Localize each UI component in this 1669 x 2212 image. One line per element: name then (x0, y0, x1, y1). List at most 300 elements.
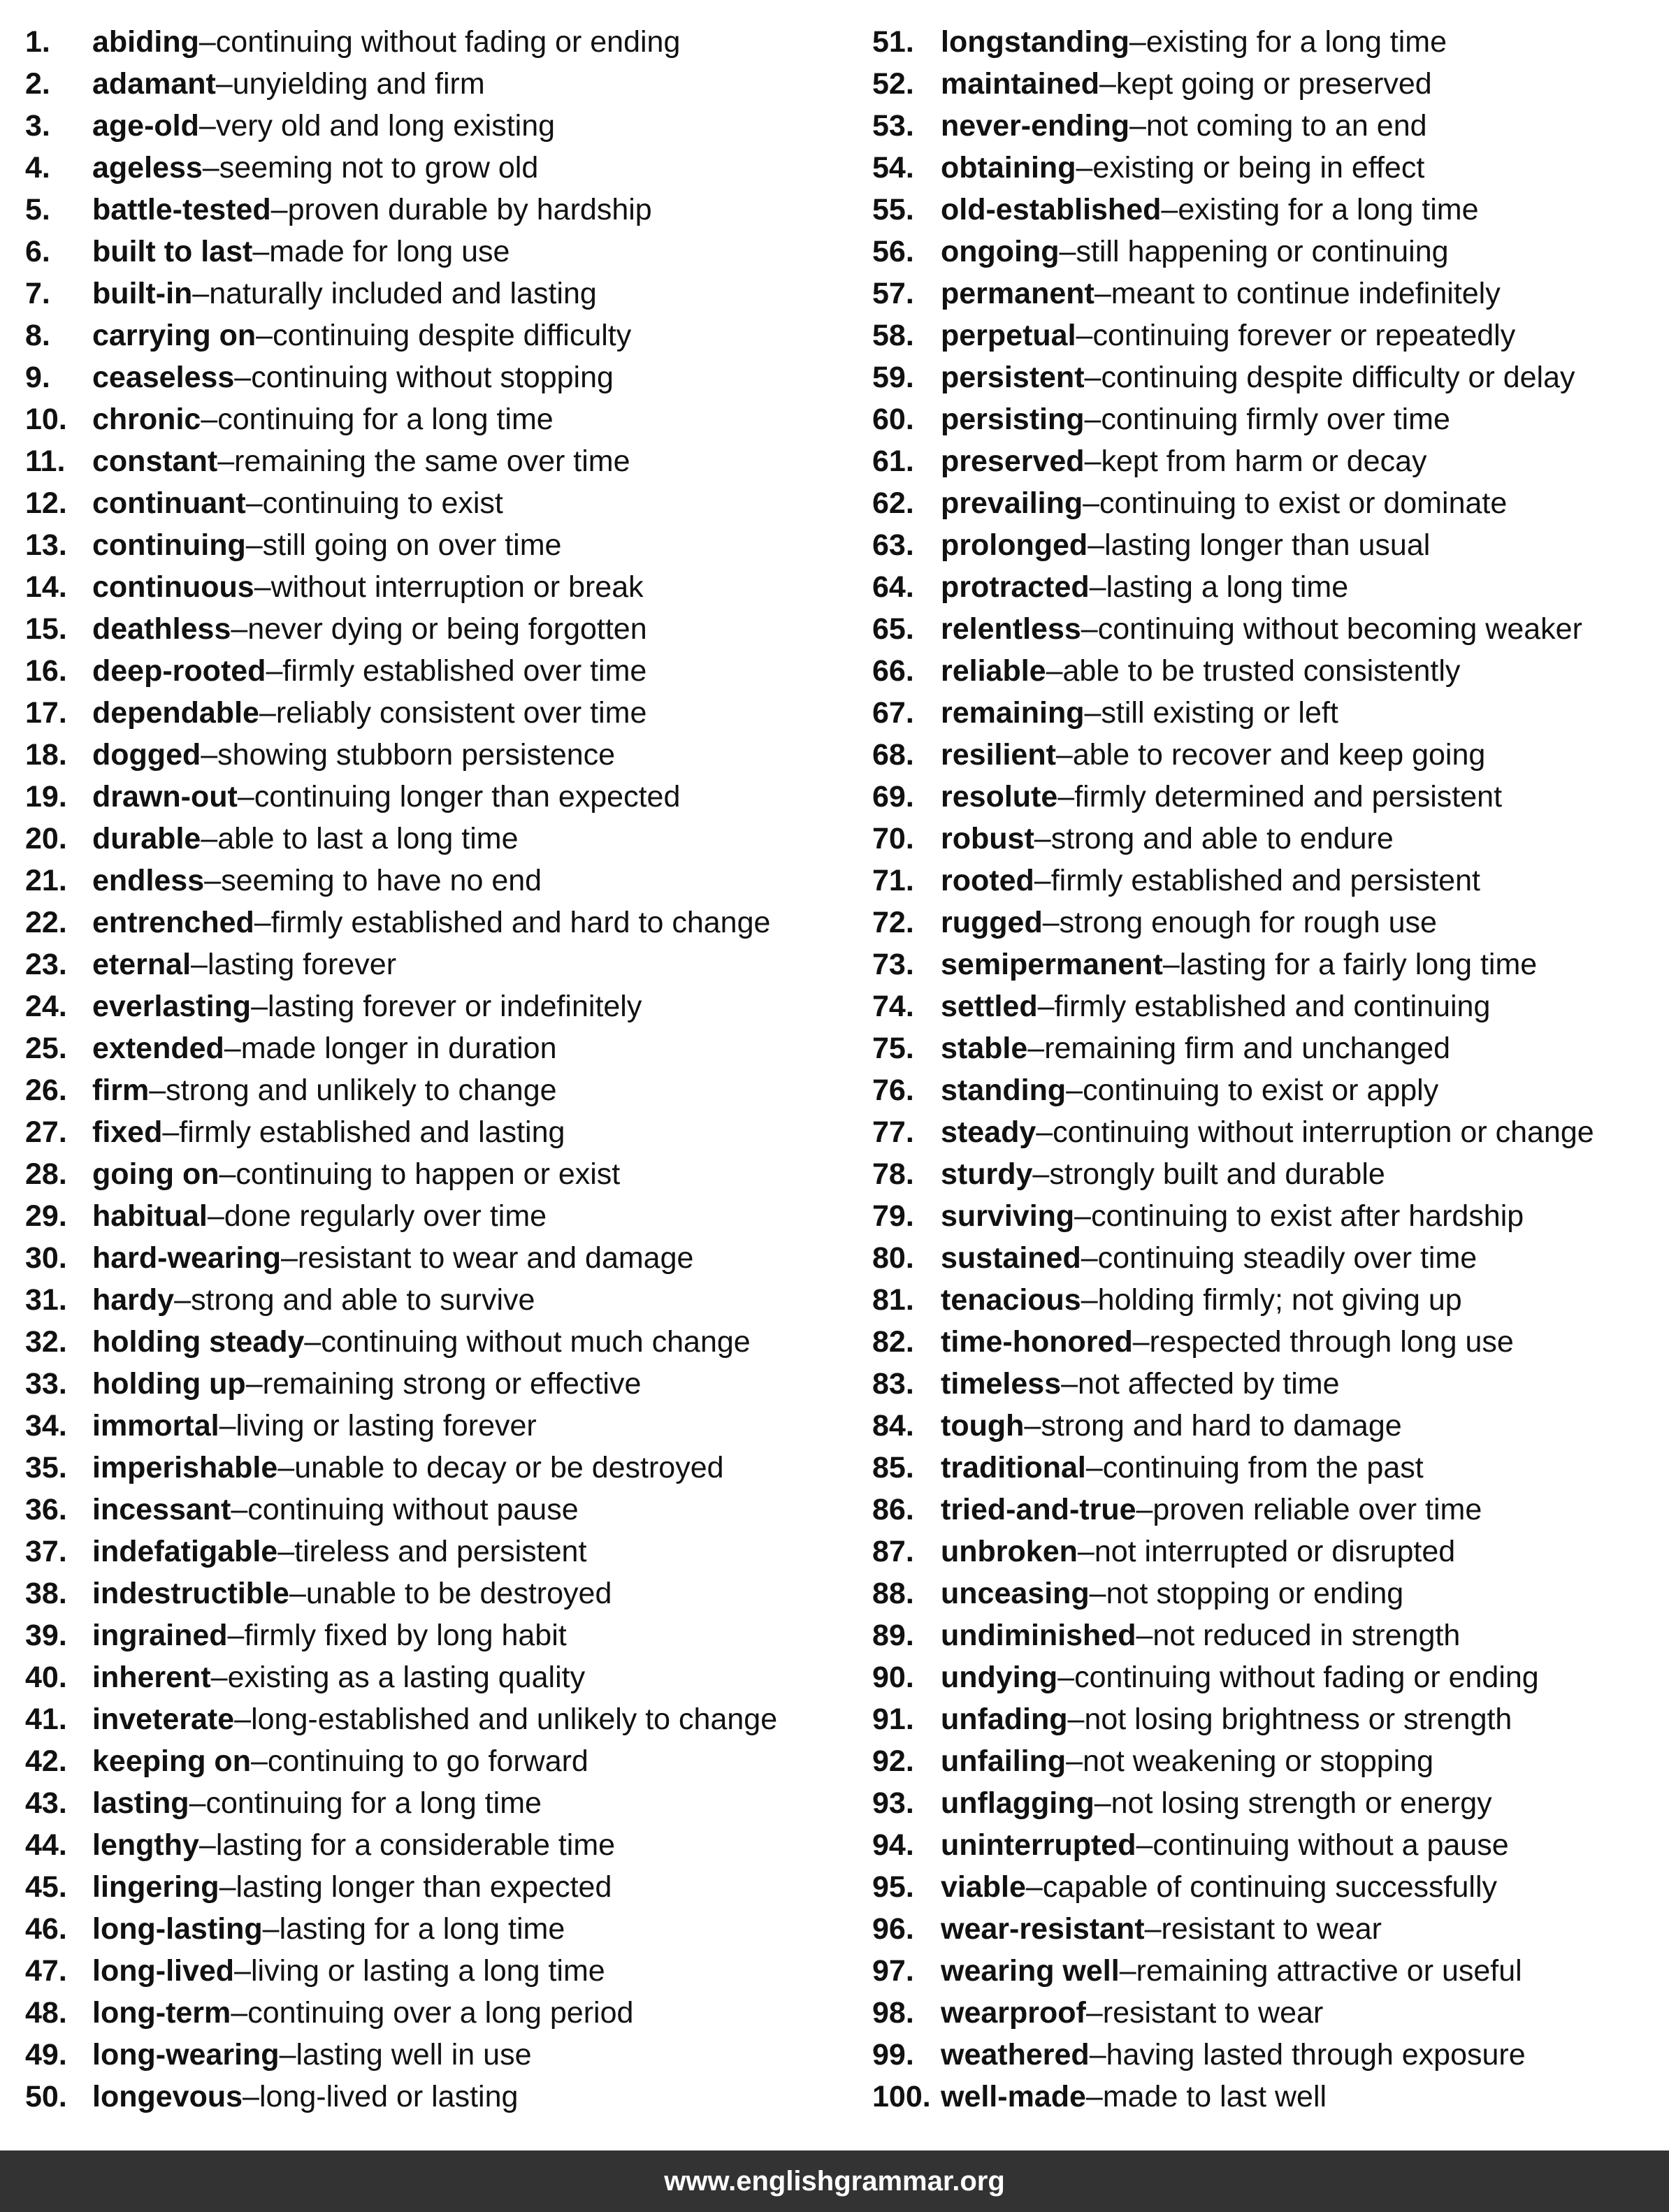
item-definition: living or lasting forever (236, 1408, 537, 1443)
item-separator: – (270, 192, 288, 226)
item-separator: – (1136, 1618, 1153, 1652)
item-definition: not coming to an end (1146, 108, 1427, 143)
item-word: never-ending (941, 108, 1129, 143)
item-definition: continuing without becoming weaker (1097, 612, 1582, 646)
item-definition: lasting longer than expected (236, 1870, 612, 1904)
item-number: 40. (25, 1660, 67, 1694)
item-separator: – (215, 66, 233, 101)
item-definition: lasting for a long time (279, 1911, 565, 1946)
item-number: 2. (25, 66, 50, 101)
list-item (872, 440, 1654, 482)
item-number: 68. (872, 737, 914, 772)
item-number: 32. (25, 1324, 67, 1359)
item-word: inveterate (92, 1702, 235, 1736)
item-number: 95. (872, 1870, 914, 1904)
list-item (25, 776, 872, 818)
item-separator: – (1162, 947, 1180, 981)
item-definition: continuing longer than expected (254, 779, 681, 814)
list-item (872, 1908, 1654, 1950)
item-separator: – (1084, 402, 1101, 436)
item-number: 12. (25, 486, 67, 520)
item-number: 23. (25, 947, 67, 981)
item-word: steady (941, 1115, 1036, 1149)
item-word: ingrained (92, 1618, 228, 1652)
item-separator: – (1067, 1702, 1085, 1736)
item-separator: – (262, 1911, 280, 1946)
list-item (872, 1614, 1654, 1656)
item-word: inherent (92, 1660, 211, 1694)
item-word: battle-tested (92, 192, 271, 226)
item-word: holding steady (92, 1324, 305, 1359)
item-definition: kept from harm or decay (1101, 444, 1427, 478)
item-separator: – (1088, 528, 1105, 562)
item-separator: – (234, 1702, 252, 1736)
list-item (872, 1824, 1654, 1866)
item-definition: continuing over a long period (247, 1995, 634, 2030)
item-definition: continuing without interruption or change (1053, 1115, 1594, 1149)
item-separator: – (256, 318, 273, 352)
item-separator: – (1081, 1282, 1098, 1317)
item-word: fixed (92, 1115, 163, 1149)
item-word: unceasing (941, 1576, 1090, 1610)
item-separator: – (207, 1199, 224, 1233)
item-number: 86. (872, 1492, 914, 1526)
list-item (872, 776, 1654, 818)
item-number: 98. (872, 1995, 914, 2030)
item-number: 19. (25, 779, 67, 814)
list-item (872, 1069, 1654, 1111)
list-item (25, 189, 872, 231)
item-number: 78. (872, 1157, 914, 1191)
item-definition: resistant to wear (1161, 1911, 1382, 1946)
list-item (25, 860, 872, 902)
item-number: 35. (25, 1450, 67, 1484)
list-item (25, 692, 872, 734)
item-separator: – (1085, 2079, 1103, 2113)
item-number: 16. (25, 653, 67, 688)
item-separator: – (198, 108, 216, 143)
item-number: 82. (872, 1324, 914, 1359)
list-item (25, 608, 872, 650)
item-definition: able to recover and keep going (1072, 737, 1486, 772)
item-separator: – (1032, 1157, 1050, 1191)
item-definition: lasting a long time (1106, 570, 1349, 604)
item-definition: continuing to happen or exist (236, 1157, 621, 1191)
list-item (872, 1656, 1654, 1698)
list-item (25, 1992, 872, 2034)
item-definition: continuing steadily over time (1097, 1241, 1477, 1275)
list-item (25, 147, 872, 189)
item-word: ceaseless (92, 360, 235, 394)
item-definition: made to last well (1102, 2079, 1327, 2113)
list-item (25, 1153, 872, 1195)
item-word: maintained (941, 66, 1099, 101)
item-separator: – (219, 1870, 236, 1904)
list-item (872, 2076, 1654, 2118)
item-definition: living or lasting a long time (250, 1953, 605, 1988)
item-definition: remaining the same over time (234, 444, 630, 478)
item-definition: not affected by time (1078, 1366, 1340, 1401)
item-definition: not stopping or ending (1106, 1576, 1404, 1610)
item-word: indestructible (92, 1576, 289, 1610)
list-item (872, 985, 1654, 1027)
item-separator: – (1076, 150, 1093, 185)
item-separator: – (1066, 1744, 1083, 1778)
list-item (872, 63, 1654, 105)
list-item (872, 273, 1654, 315)
item-separator: – (217, 444, 235, 478)
item-separator: – (251, 989, 268, 1023)
item-number: 100. (872, 2079, 931, 2113)
item-number: 3. (25, 108, 50, 143)
list-item (25, 1824, 872, 1866)
item-definition: strong and able to endure (1050, 821, 1394, 855)
item-number: 75. (872, 1031, 914, 1065)
item-number: 59. (872, 360, 914, 394)
item-definition: unable to decay or be destroyed (294, 1450, 724, 1484)
item-number: 76. (872, 1073, 914, 1107)
item-separator: – (149, 1073, 166, 1107)
item-number: 41. (25, 1702, 67, 1736)
item-separator: – (1144, 1911, 1162, 1946)
list-item (872, 1405, 1654, 1447)
list-item (25, 1321, 872, 1363)
item-definition: continuing without fading or ending (215, 24, 681, 59)
list-item (25, 315, 872, 356)
item-number: 45. (25, 1870, 67, 1904)
item-definition: not losing brightness or strength (1084, 1702, 1512, 1736)
item-word: stable (941, 1031, 1028, 1065)
item-separator: – (237, 779, 254, 814)
item-separator: – (277, 1450, 295, 1484)
item-number: 79. (872, 1199, 914, 1233)
item-number: 5. (25, 192, 50, 226)
item-number: 61. (872, 444, 914, 478)
item-number: 92. (872, 1744, 914, 1778)
list-item (872, 944, 1654, 985)
item-number: 77. (872, 1115, 914, 1149)
list-item (872, 692, 1654, 734)
item-definition: reliably consistent over time (275, 695, 647, 730)
item-number: 48. (25, 1995, 67, 2030)
item-number: 44. (25, 1828, 67, 1862)
item-separator: – (1034, 863, 1051, 897)
item-number: 97. (872, 1953, 914, 1988)
item-number: 53. (872, 108, 914, 143)
item-word: continuous (92, 570, 254, 604)
list-item (25, 1950, 872, 1992)
item-definition: able to last a long time (217, 821, 519, 855)
item-word: long-term (92, 1995, 231, 2030)
list-item (872, 1740, 1654, 1782)
list-item (25, 1656, 872, 1698)
item-definition: continuing without a pause (1153, 1828, 1509, 1862)
item-separator: – (1042, 905, 1060, 939)
item-number: 64. (872, 570, 914, 604)
list-item (872, 1321, 1654, 1363)
item-number: 65. (872, 612, 914, 646)
item-number: 85. (872, 1450, 914, 1484)
item-word: relentless (941, 612, 1081, 646)
item-definition: existing or being in effect (1092, 150, 1425, 185)
item-separator: – (254, 570, 271, 604)
item-separator: – (1055, 737, 1073, 772)
item-separator: – (245, 486, 263, 520)
list-item (25, 1237, 872, 1279)
item-separator: – (1081, 612, 1098, 646)
item-definition: existing for a long time (1178, 192, 1479, 226)
list-item (872, 1950, 1654, 1992)
item-definition: proven reliable over time (1153, 1492, 1482, 1526)
item-word: surviving (941, 1199, 1075, 1233)
item-word: everlasting (92, 989, 252, 1023)
item-separator: – (245, 1366, 263, 1401)
list-item (25, 524, 872, 566)
item-definition: remaining firm and unchanged (1044, 1031, 1451, 1065)
list-item (872, 1111, 1654, 1153)
item-definition: continuing to exist after hardship (1091, 1199, 1524, 1233)
item-word: sustained (941, 1241, 1081, 1275)
item-number: 6. (25, 234, 50, 268)
list-item (25, 1447, 872, 1489)
item-definition: naturally included and lasting (209, 276, 597, 310)
item-definition: continuing despite difficulty (273, 318, 632, 352)
item-separator: – (1084, 444, 1101, 478)
item-number: 89. (872, 1618, 914, 1652)
list-item (872, 566, 1654, 608)
item-separator: – (1129, 24, 1146, 59)
item-word: carrying on (92, 318, 257, 352)
item-number: 1. (25, 24, 50, 59)
list-item (25, 1908, 872, 1950)
item-word: adamant (92, 66, 216, 101)
item-number: 62. (872, 486, 914, 520)
item-number: 27. (25, 1115, 67, 1149)
item-separator: – (1089, 570, 1106, 604)
list-item (872, 1489, 1654, 1531)
item-word: keeping on (92, 1744, 251, 1778)
item-number: 74. (872, 989, 914, 1023)
list-item (872, 398, 1654, 440)
item-word: standing (941, 1073, 1067, 1107)
list-item (25, 21, 872, 63)
item-separator: – (1085, 1995, 1103, 2030)
item-word: timeless (941, 1366, 1062, 1401)
item-number: 60. (872, 402, 914, 436)
item-separator: – (259, 695, 276, 730)
item-number: 54. (872, 150, 914, 185)
item-number: 31. (25, 1282, 67, 1317)
item-separator: – (1034, 821, 1051, 855)
item-definition: firmly determined and persistent (1074, 779, 1503, 814)
list-item (872, 21, 1654, 63)
item-definition: firmly established and continuing (1054, 989, 1491, 1023)
item-definition: lasting well in use (296, 2037, 532, 2072)
item-word: protracted (941, 570, 1090, 604)
item-definition: continuing to go forward (267, 1744, 588, 1778)
item-word: weathered (941, 2037, 1090, 2072)
item-word: lasting (92, 1786, 189, 1820)
item-number: 51. (872, 24, 914, 59)
list-item (25, 1489, 872, 1531)
item-definition: still happening or continuing (1076, 234, 1449, 268)
list-item (872, 482, 1654, 524)
item-word: dependable (92, 695, 259, 730)
item-word: persistent (941, 360, 1085, 394)
item-number: 34. (25, 1408, 67, 1443)
item-definition: continuing without much change (321, 1324, 751, 1359)
item-number: 80. (872, 1241, 914, 1275)
item-word: sturdy (941, 1157, 1033, 1191)
item-number: 81. (872, 1282, 914, 1317)
item-definition: unyielding and firm (232, 66, 485, 101)
list-item (872, 524, 1654, 566)
item-separator: – (1094, 1786, 1111, 1820)
item-word: unflagging (941, 1786, 1094, 1820)
item-definition: firmly established over time (282, 653, 647, 688)
item-number: 47. (25, 1953, 67, 1988)
item-word: resolute (941, 779, 1058, 814)
item-word: lengthy (92, 1828, 199, 1862)
item-word: time-honored (941, 1324, 1133, 1359)
item-definition: continuing despite difficulty or delay (1101, 360, 1575, 394)
item-word: settled (941, 989, 1038, 1023)
item-definition: never dying or being forgotten (247, 612, 647, 646)
item-definition: kept going or preserved (1115, 66, 1432, 101)
list-item (872, 1573, 1654, 1614)
item-definition: firmly established and lasting (179, 1115, 565, 1149)
list-item (872, 147, 1654, 189)
item-word: firm (92, 1073, 150, 1107)
item-definition: strong and unlikely to change (166, 1073, 557, 1107)
list-item (872, 1279, 1654, 1321)
item-separator: – (162, 1115, 180, 1149)
item-word: undying (941, 1660, 1058, 1694)
list-item (872, 189, 1654, 231)
word-list-column-left (25, 21, 872, 2118)
item-definition: remaining attractive or useful (1136, 1953, 1522, 1988)
item-word: durable (92, 821, 201, 855)
item-definition: tireless and persistent (294, 1534, 587, 1568)
item-word: tough (941, 1408, 1025, 1443)
item-separator: – (234, 360, 252, 394)
item-separator: – (1057, 779, 1075, 814)
list-item (872, 105, 1654, 147)
list-item (25, 818, 872, 860)
item-number: 63. (872, 528, 914, 562)
item-word: viable (941, 1870, 1026, 1904)
item-separator: – (1136, 1492, 1153, 1526)
item-separator: – (1046, 653, 1063, 688)
item-number: 43. (25, 1786, 67, 1820)
item-separator: – (219, 1408, 236, 1443)
item-definition: existing for a long time (1146, 24, 1447, 59)
item-separator: – (1129, 108, 1146, 143)
item-number: 9. (25, 360, 50, 394)
item-word: tried-and-true (941, 1492, 1136, 1526)
item-number: 4. (25, 150, 50, 185)
item-definition: not reduced in strength (1153, 1618, 1461, 1652)
item-number: 36. (25, 1492, 67, 1526)
list-item (872, 1027, 1654, 1069)
item-number: 33. (25, 1366, 67, 1401)
item-separator: – (1057, 1660, 1075, 1694)
list-item (872, 356, 1654, 398)
item-word: chronic (92, 402, 201, 436)
item-definition: continuing from the past (1102, 1450, 1424, 1484)
item-number: 29. (25, 1199, 67, 1233)
item-definition: continuing without pause (247, 1492, 579, 1526)
footer-url[interactable]: www.englishgrammar.org (664, 2165, 1005, 2197)
item-number: 73. (872, 947, 914, 981)
item-definition: seeming not to grow old (219, 150, 539, 185)
item-separator: – (231, 1995, 248, 2030)
item-definition: made for long use (269, 234, 510, 268)
list-item (25, 1698, 872, 1740)
item-definition: continuing for a long time (205, 1786, 542, 1820)
item-definition: lasting longer than usual (1104, 528, 1431, 562)
list-item (872, 1447, 1654, 1489)
item-number: 10. (25, 402, 67, 436)
item-definition: lasting for a fairly long time (1179, 947, 1538, 981)
list-item (25, 1782, 872, 1824)
list-item (872, 2034, 1654, 2076)
item-definition: firmly established and persistent (1050, 863, 1480, 897)
item-word: age-old (92, 108, 199, 143)
item-separator: – (204, 863, 222, 897)
list-item (25, 1195, 872, 1237)
list-item (25, 2076, 872, 2118)
item-separator: – (1094, 276, 1111, 310)
item-word: hardy (92, 1282, 175, 1317)
list-item (872, 1992, 1654, 2034)
list-item (25, 1405, 872, 1447)
item-separator: – (243, 2079, 259, 2113)
list-item (872, 315, 1654, 356)
item-separator: – (279, 2037, 296, 2072)
item-word: built-in (92, 276, 193, 310)
item-number: 13. (25, 528, 67, 562)
item-number: 15. (25, 612, 67, 646)
item-separator: – (1027, 1031, 1045, 1065)
item-word: longevous (92, 2079, 243, 2113)
item-word: old-established (941, 192, 1162, 226)
list-item (872, 650, 1654, 692)
item-separator: – (1077, 1534, 1094, 1568)
item-number: 11. (25, 444, 66, 478)
item-definition: long-established and unlikely to change (251, 1702, 778, 1736)
item-word: prevailing (941, 486, 1083, 520)
item-separator: – (1061, 1366, 1078, 1401)
item-word: constant (92, 444, 218, 478)
item-number: 39. (25, 1618, 67, 1652)
item-definition: capable of continuing successfully (1042, 1870, 1497, 1904)
item-word: permanent (941, 276, 1094, 310)
item-word: deep-rooted (92, 653, 266, 688)
item-word: obtaining (941, 150, 1076, 185)
item-separator: – (1161, 192, 1178, 226)
item-definition: able to be trusted consistently (1062, 653, 1461, 688)
item-number: 26. (25, 1073, 67, 1107)
item-number: 49. (25, 2037, 67, 2072)
list-item (872, 1195, 1654, 1237)
list-item (25, 2034, 872, 2076)
list-item (25, 1614, 872, 1656)
list-item (872, 1237, 1654, 1279)
item-definition: showing stubborn persistence (217, 737, 616, 772)
list-item (872, 231, 1654, 273)
list-item (872, 608, 1654, 650)
